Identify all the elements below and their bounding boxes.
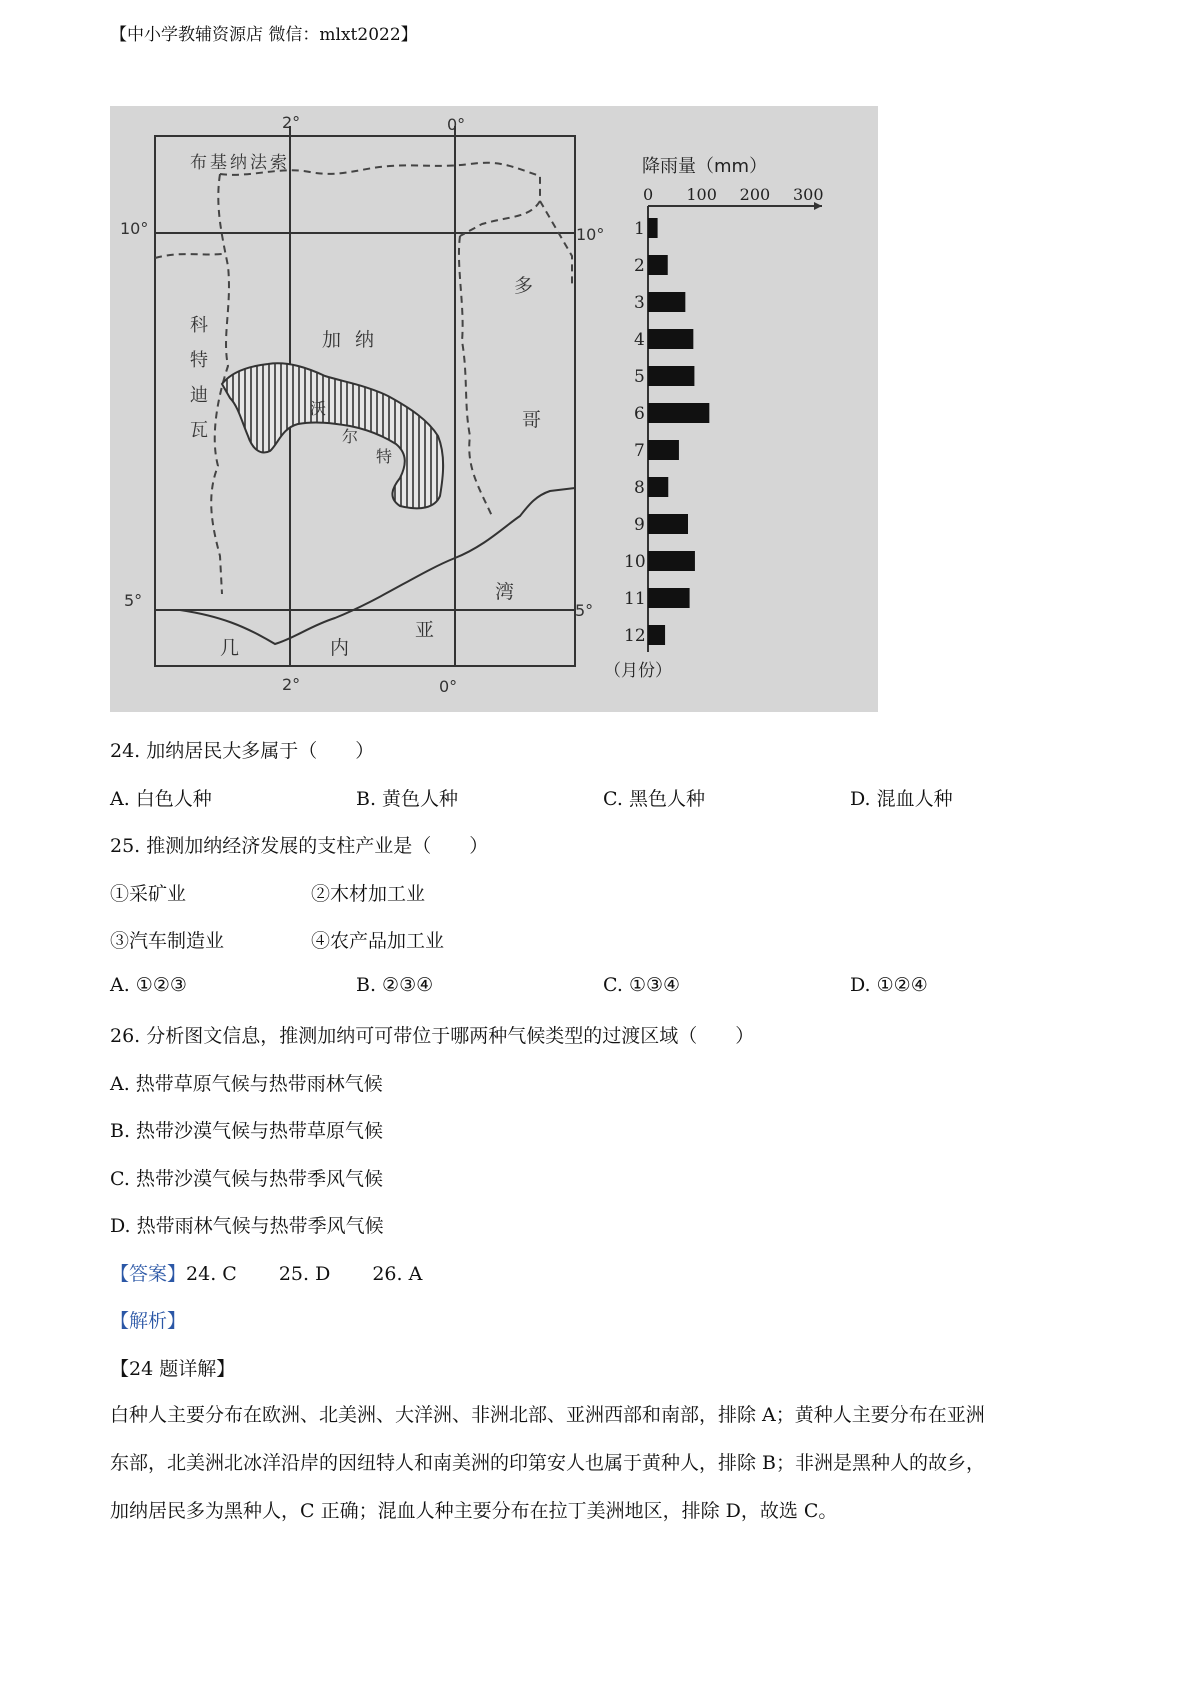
ghana-map-figure bbox=[110, 106, 878, 712]
month-label: 5 bbox=[634, 367, 645, 387]
rain-bar bbox=[648, 514, 688, 534]
month-label: 10 bbox=[624, 552, 646, 572]
rain-bar bbox=[648, 218, 658, 238]
q26-option-d: D. 热带雨林气候与热带季风气候 bbox=[110, 1215, 384, 1237]
rain-bar bbox=[648, 403, 709, 423]
q24-option-c: C. 黑色人种 bbox=[603, 788, 705, 810]
label-cote-3: 迪 bbox=[190, 385, 208, 406]
border-north bbox=[220, 163, 540, 236]
lat-label-right-10: 10° bbox=[576, 225, 605, 244]
label-ghana: 加纳 bbox=[322, 329, 389, 351]
border-east bbox=[459, 236, 492, 516]
x-tick-label: 0 bbox=[643, 185, 654, 204]
q25-item-2: ②木材加工业 bbox=[311, 883, 426, 905]
month-label: 3 bbox=[634, 293, 645, 313]
q25-item-3: ③汽车制造业 bbox=[110, 930, 225, 952]
q24-option-b: B. 黄色人种 bbox=[356, 788, 459, 810]
rain-bar bbox=[648, 440, 679, 460]
label-togo-1: 多 bbox=[514, 275, 534, 297]
label-burkina: 布基纳法索 bbox=[190, 153, 290, 173]
answer-25: 25. D bbox=[278, 1263, 331, 1285]
month-label: 1 bbox=[634, 219, 645, 239]
label-togo-2: 哥 bbox=[522, 409, 542, 431]
detail-line-1: 白种人主要分布在欧洲、北美洲、大洋洲、非洲北部、亚洲西部和南部，排除 A；黄种人主要分布在亚洲 bbox=[110, 1404, 985, 1426]
q25-option-a: A. ①②③ bbox=[110, 974, 187, 996]
lon-label-bottom-2: 2° bbox=[282, 675, 301, 694]
rain-bar bbox=[648, 255, 668, 275]
rainfall-chart bbox=[604, 156, 824, 681]
detail-line-2: 东部，北美洲北冰洋沿岸的因纽特人和南美洲的印第安人也属于黄种人，排除 B；非洲是黑种人的故乡， bbox=[110, 1452, 986, 1474]
q26-option-c: C. 热带沙漠气候与热带季风气候 bbox=[110, 1168, 383, 1190]
q25-option-c: C. ①③④ bbox=[603, 974, 681, 996]
lat-label-left-10: 10° bbox=[120, 219, 149, 238]
question-26-stem: 26. 分析图文信息，推测加纳可可带位于哪两种气候类型的过渡区域（ ） bbox=[110, 1025, 755, 1047]
q25-item-1: ①采矿业 bbox=[110, 883, 187, 905]
x-tick-label: 100 bbox=[686, 185, 717, 204]
x-tick-label: 300 bbox=[793, 185, 824, 204]
answer-26: 26. A bbox=[372, 1263, 423, 1285]
lon-label-top-2: 2° bbox=[282, 113, 301, 132]
detail-line-3: 加纳居民多为黑种人，C 正确；混血人种主要分布在拉丁美洲地区，排除 D，故选 C。 bbox=[110, 1500, 838, 1522]
border-togo-east bbox=[540, 201, 572, 286]
label-cote-1: 科 bbox=[190, 315, 208, 336]
month-label: 8 bbox=[634, 478, 645, 498]
label-gulf-2: 内 bbox=[330, 637, 350, 659]
chart-title: 降雨量（mm） bbox=[642, 156, 768, 177]
label-lake-1: 沃 bbox=[310, 399, 327, 418]
lat-label-left-5: 5° bbox=[124, 591, 143, 610]
label-lake-2: 尔 bbox=[342, 427, 359, 446]
lon-label-top-0: 0° bbox=[447, 115, 466, 134]
cocoa-belt bbox=[222, 363, 443, 508]
month-label: 12 bbox=[624, 626, 646, 646]
rain-bar bbox=[648, 588, 690, 608]
q26-option-b: B. 热带沙漠气候与热带草原气候 bbox=[110, 1120, 384, 1142]
rain-bar bbox=[648, 329, 693, 349]
rain-bar bbox=[648, 477, 668, 497]
analysis-label: 【解析】 bbox=[110, 1310, 187, 1332]
rain-bar bbox=[648, 625, 665, 645]
x-tick-label: 200 bbox=[739, 185, 771, 204]
q25-item-4: ④农产品加工业 bbox=[311, 930, 445, 952]
label-gulf-1: 几 bbox=[220, 637, 240, 659]
question-25-stem: 25. 推测加纳经济发展的支柱产业是（ ） bbox=[110, 835, 489, 857]
month-label: 7 bbox=[634, 441, 645, 461]
q25-option-b: B. ②③④ bbox=[356, 974, 434, 996]
month-label: 2 bbox=[634, 256, 645, 276]
month-label: 11 bbox=[624, 589, 646, 609]
lat-label-right-5: 5° bbox=[575, 601, 594, 620]
page-header: 【中小学教辅资源店 微信：mlxt2022】 bbox=[110, 25, 418, 45]
rain-bar bbox=[648, 551, 695, 571]
label-gulf-3: 亚 bbox=[415, 619, 435, 641]
category-axis-label: （月份） bbox=[604, 661, 672, 681]
label-cote-2: 特 bbox=[190, 350, 208, 371]
lon-label-bottom-0: 0° bbox=[439, 677, 458, 696]
label-cote-4: 瓦 bbox=[190, 420, 208, 441]
q25-option-d: D. ①②④ bbox=[850, 974, 928, 996]
q24-option-a: A. 白色人种 bbox=[110, 788, 212, 810]
q24-option-d: D. 混血人种 bbox=[850, 788, 953, 810]
answer-label: 【答案】 bbox=[110, 1263, 187, 1285]
month-label: 4 bbox=[634, 330, 645, 350]
rain-bar bbox=[648, 292, 685, 312]
label-lake-3: 特 bbox=[376, 447, 393, 466]
detail-paragraph bbox=[110, 1391, 1100, 1535]
rain-bar bbox=[648, 366, 694, 386]
detail-title: 【24 题详解】 bbox=[110, 1358, 236, 1380]
month-label: 9 bbox=[634, 515, 645, 535]
label-gulf-4: 湾 bbox=[495, 581, 515, 603]
border-cotedivoire bbox=[155, 254, 222, 258]
answer-line bbox=[110, 1259, 422, 1286]
coastline bbox=[180, 488, 575, 644]
question-24-stem: 24. 加纳居民大多属于（ ） bbox=[110, 740, 375, 762]
answer-24: 24. C bbox=[186, 1263, 237, 1285]
month-label: 6 bbox=[634, 404, 645, 424]
q26-option-a: A. 热带草原气候与热带雨林气候 bbox=[110, 1073, 383, 1095]
